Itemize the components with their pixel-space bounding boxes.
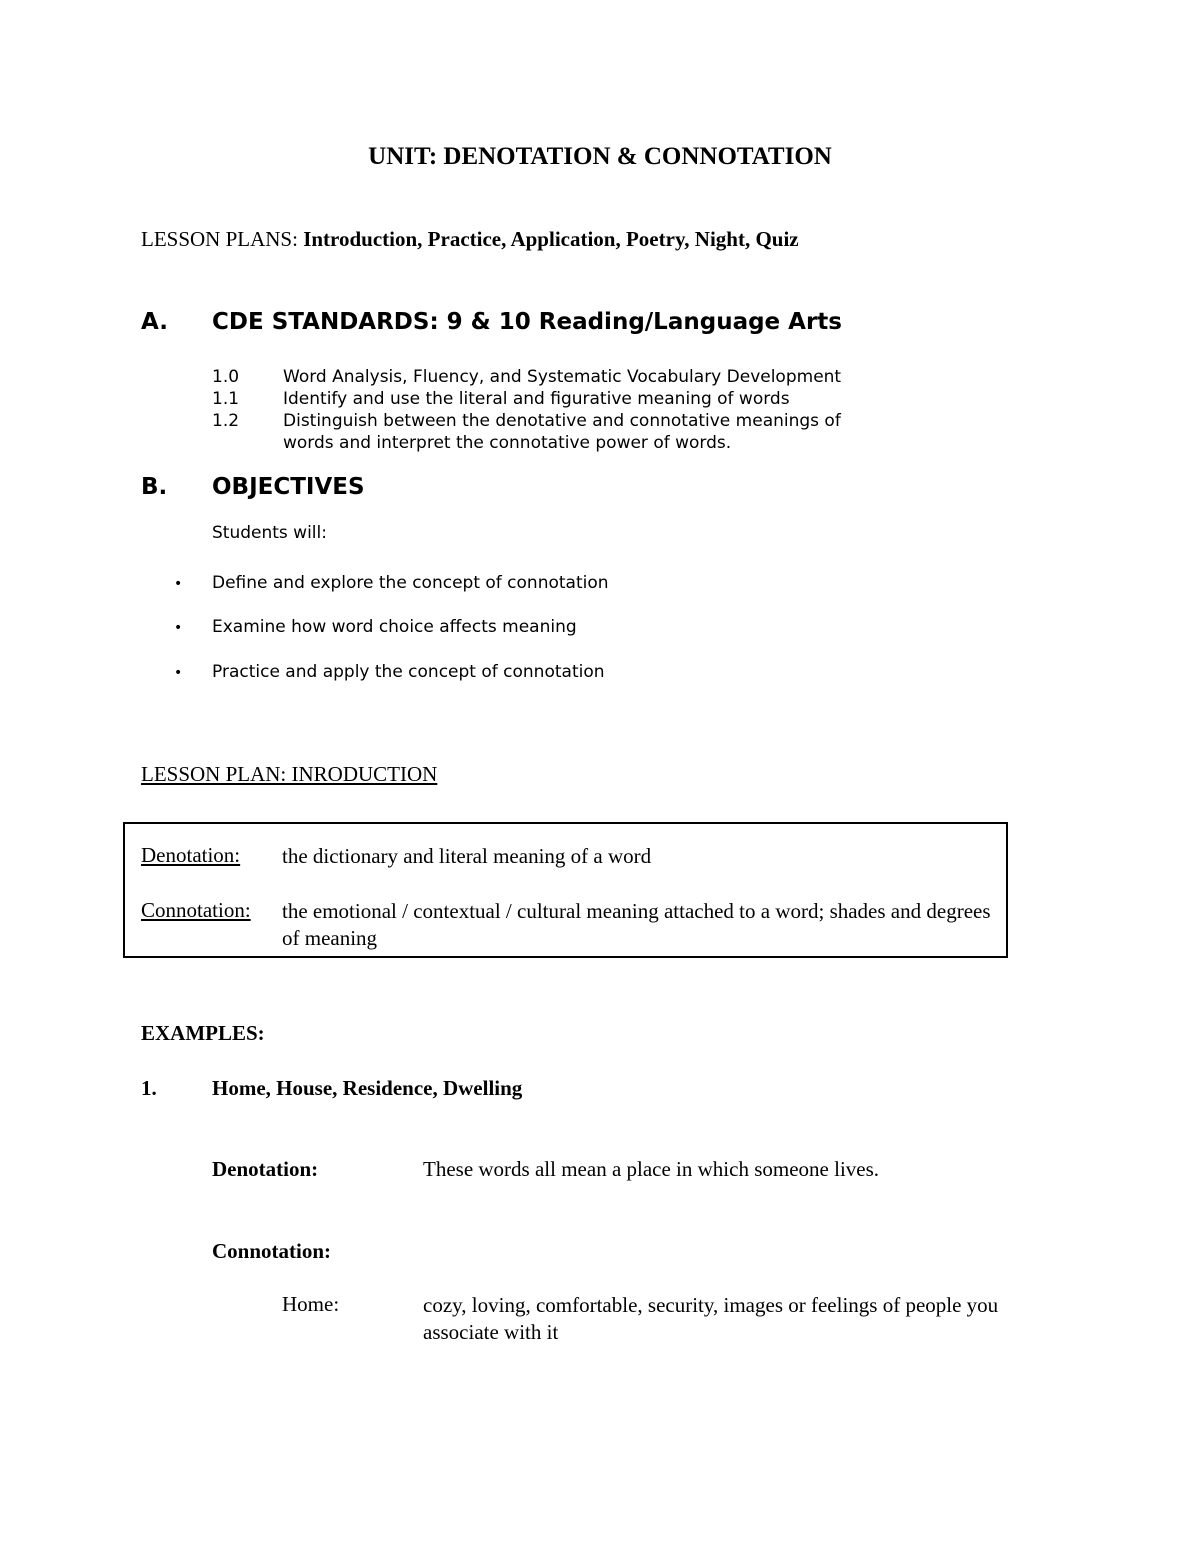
denotation-label: Denotation: [141, 843, 241, 867]
standard-number: 1.0 [212, 367, 240, 387]
connotation-word: Home: [282, 1292, 340, 1316]
section-b-heading: OBJECTIVES [212, 474, 365, 500]
example-denotation-text: These words all mean a place in which someone lives. [423, 1157, 880, 1181]
examples-heading: EXAMPLES: [141, 1021, 265, 1045]
standard-text: Word Analysis, Fluency, and Systematic Vocabulary Development [283, 367, 842, 387]
connotation-definition: the emotional / contextual / cultural meaning attached to a word; shades and degrees of meaning [282, 899, 991, 950]
lesson-plans-items: Introduction, Practice, Application, Poetry, Night, Quiz [303, 227, 799, 251]
section-b-letter: B. [141, 474, 168, 500]
section-a-letter: A. [141, 309, 168, 335]
bullet-icon: • [174, 665, 183, 681]
bullet-icon: • [174, 620, 183, 636]
standard-number: 1.1 [212, 389, 240, 409]
objective-item: Examine how word choice affects meaning [212, 617, 577, 637]
objective-item: Define and explore the concept of connotation [212, 573, 609, 593]
lesson-plan-heading: LESSON PLAN: INRODUCTION [141, 762, 438, 786]
standard-number: 1.2 [212, 411, 240, 431]
example-number: 1. [141, 1076, 157, 1100]
standard-text: Distinguish between the denotative and connotative meanings of words and interpret the connotative power of words. [283, 411, 841, 453]
example-words: Home, House, Residence, Dwelling [212, 1076, 523, 1100]
example-connotation-label: Connotation: [212, 1239, 332, 1263]
lesson-plans-line [141, 227, 799, 252]
document-title: UNIT: DENOTATION & CONNOTATION [368, 143, 832, 170]
connotation-word-text: cozy, loving, comfortable, security, images or feelings of people you associate with it [423, 1293, 999, 1344]
connotation-label: Connotation: [141, 898, 251, 922]
objective-item: Practice and apply the concept of connotation [212, 662, 605, 682]
example-denotation-label: Denotation: [212, 1157, 319, 1181]
section-a-heading: CDE STANDARDS: 9 & 10 Reading/Language Arts [212, 309, 842, 335]
lesson-plans-label: LESSON PLANS: [141, 227, 298, 251]
denotation-definition: the dictionary and literal meaning of a word [282, 844, 652, 868]
bullet-icon: • [174, 576, 183, 592]
objectives-intro: Students will: [212, 523, 327, 543]
standard-text: Identify and use the literal and figurative meaning of words [283, 389, 790, 409]
